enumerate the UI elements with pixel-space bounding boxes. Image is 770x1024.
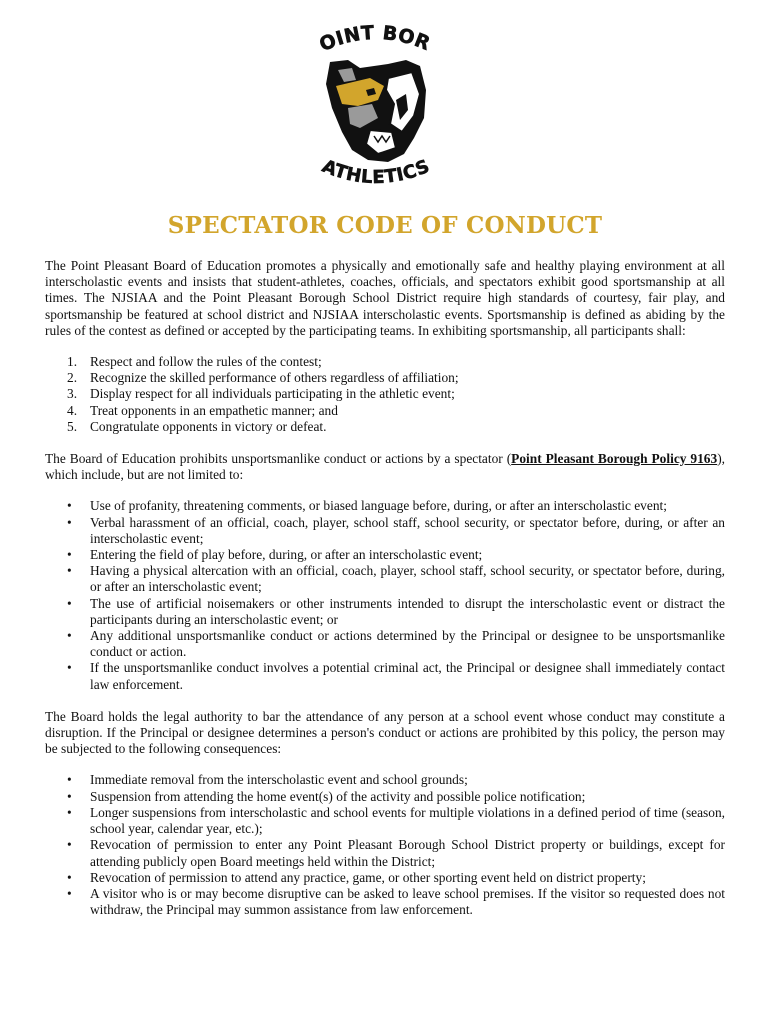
prohibits-text-after: ), which include, but are not limited to: xyxy=(45,451,726,483)
policy-9163-link[interactable]: Point Pleasant Borough Policy 9163 xyxy=(511,451,718,467)
list-item xyxy=(45,628,725,660)
prohibited-conduct-list xyxy=(45,498,725,692)
list-item-text: Revocation of permission to attend any practice, game, or other sporting event held on district property; xyxy=(90,869,646,885)
authority-paragraph: The Board holds the legal authority to bar the attendance of any person at a school event whose conduct may constitute a disruption. If the Principal or designee determines a person's conduct or actions are prohibited by this policy, the person may be subjected to the following consequences: xyxy=(45,708,725,757)
logo-bottom-text: ATHLETICS xyxy=(319,155,433,189)
bullet-icon: • xyxy=(67,869,72,885)
list-item-text: Recognize the skilled performance of others regardless of affiliation; xyxy=(90,370,459,386)
bullet-icon: • xyxy=(67,498,72,514)
list-item xyxy=(45,805,725,837)
list-item xyxy=(45,596,725,628)
point-boro-athletics-logo xyxy=(308,20,444,198)
list-item-text: Use of profanity, threatening comments, or biased language before, during, or after an interscholastic event; xyxy=(90,498,667,514)
svg-text:POINT BORO xyxy=(308,20,433,56)
list-item xyxy=(45,547,725,563)
list-item-text: Treat opponents in an empathetic manner; and xyxy=(90,402,338,418)
bullet-icon: • xyxy=(67,885,72,901)
list-item-text: The use of artificial noisemakers or other instruments intended to disrupt the interscholastic event or distract the participants during an interscholastic event; or xyxy=(90,595,725,627)
document-body xyxy=(45,258,725,918)
list-item-text: If the unsportsmanlike conduct involves a potential criminal act, the Principal or designee shall immediately contact law enforcement. xyxy=(90,660,725,692)
page-title: SPECTATOR CODE OF CONDUCT xyxy=(167,212,603,239)
list-item xyxy=(45,403,725,419)
list-item-text: Respect and follow the rules of the contest; xyxy=(90,354,322,370)
list-item-text: Any additional unsportsmanlike conduct or actions determined by the Principal or designee to be unsportsmanlike conduct or action. xyxy=(90,628,725,660)
bullet-icon: • xyxy=(67,804,72,820)
list-item-text: Longer suspensions from interscholastic and school events for multiple violations in a defined period of time (season, school year, calendar year, etc.); xyxy=(90,804,725,837)
list-item-text: Revocation of permission to enter any Point Pleasant Borough School District property or buildings, except for attending publicly open Board meetings held within the District; xyxy=(90,837,725,869)
list-item xyxy=(45,419,725,435)
list-item-text: Having a physical altercation with an official, coach, player, school staff, school security, or spectator before, during, or after an interscholastic event; xyxy=(90,563,725,595)
list-item xyxy=(45,515,725,547)
list-item xyxy=(45,386,725,402)
bullet-icon: • xyxy=(67,514,72,530)
list-item-text: Immediate removal from the interscholastic event and school grounds; xyxy=(90,772,468,788)
sportsmanship-list xyxy=(45,354,725,435)
list-item xyxy=(45,498,725,514)
list-item xyxy=(45,789,725,805)
list-item xyxy=(45,772,725,788)
list-item-text: Suspension from attending the home event(s) of the activity and possible police notification; xyxy=(90,788,586,804)
list-number: 3. xyxy=(67,386,78,402)
bullet-icon: • xyxy=(67,788,72,804)
list-number: 1. xyxy=(67,354,78,370)
list-item-text: A visitor who is or may become disruptive can be asked to leave school premises. If the visitor so requested does not withdraw, the Principal may summon assistance from law enforcement. xyxy=(90,885,725,918)
bullet-icon: • xyxy=(67,595,72,611)
bullet-icon: • xyxy=(67,772,72,788)
bullet-icon: • xyxy=(67,837,72,853)
bullet-icon: • xyxy=(67,563,72,579)
panther-head-icon xyxy=(308,20,444,198)
list-item-text: Display respect for all individuals participating in the athletic event; xyxy=(90,386,455,402)
logo-top-text: OINT BOR xyxy=(316,21,434,57)
list-item xyxy=(45,837,725,869)
prohibits-text-before: The Board of Education prohibits unsportsmanlike conduct or actions by a spectator ( xyxy=(45,451,512,467)
bullet-icon: • xyxy=(67,660,72,676)
consequences-list xyxy=(45,772,725,918)
list-item xyxy=(45,886,725,918)
list-item xyxy=(45,354,725,370)
list-item xyxy=(45,370,725,386)
list-item xyxy=(45,563,725,595)
list-item-text: Congratulate opponents in victory or defeat. xyxy=(90,418,327,434)
list-number: 5. xyxy=(67,418,78,434)
list-item-text: Verbal harassment of an official, coach, player, school staff, school security, or spectator before, during, or after an interscholastic event; xyxy=(90,514,725,546)
bullet-icon: • xyxy=(67,547,72,563)
bullet-icon: • xyxy=(67,628,72,644)
list-number: 4. xyxy=(67,402,78,418)
list-item-text: Entering the field of play before, during, or after an interscholastic event; xyxy=(90,547,483,563)
list-number: 2. xyxy=(67,370,78,386)
intro-paragraph: The Point Pleasant Board of Education promotes a physically and emotionally safe and healthy playing environment at all interscholastic events and insists that student-athletes, coaches, officials, and spectators exhibit good sportsmanship at all times. The NJSIAA and the Point Pleasant Borough School District require high standards of courtesy, fair play, and sportsmanship be featured at school district and NJSIAA interscholastic events. Sportsmanship is defined as abiding by the rules of the contest as defined or accepted by the participating teams. In exhibiting sportsmanship, all participants shall: xyxy=(45,258,725,338)
prohibits-paragraph xyxy=(45,451,725,483)
list-item xyxy=(45,660,725,692)
list-item xyxy=(45,870,725,886)
